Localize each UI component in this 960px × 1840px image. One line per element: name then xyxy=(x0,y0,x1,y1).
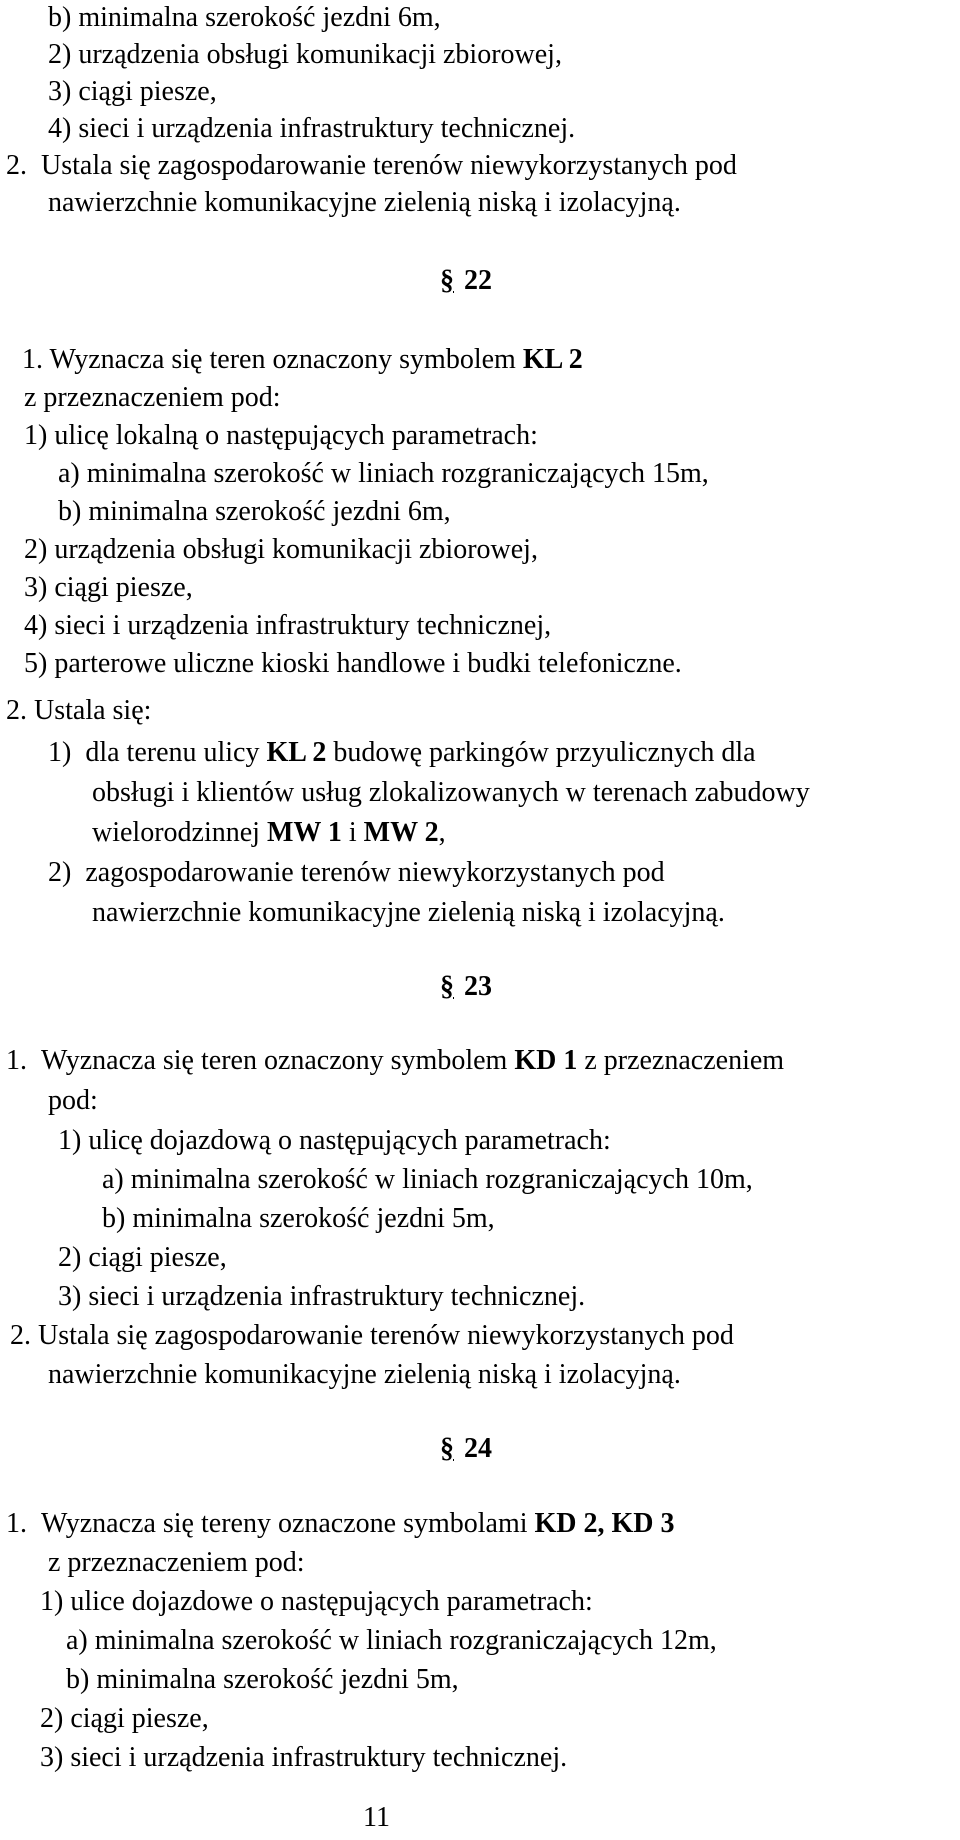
item-number: 5) xyxy=(24,648,48,679)
item-text: sieci i urządzenia infrastruktury technicznej. xyxy=(88,1281,586,1312)
paragraph-continuation xyxy=(24,380,281,416)
point-text: Wyznacza się tereny oznaczone symbolami xyxy=(41,1508,528,1539)
item-text: minimalna szerokość jezdni 5m, xyxy=(132,1203,495,1234)
item-text: minimalna szerokość w liniach rozgraniczających 10m, xyxy=(130,1164,753,1195)
item-text: parterowe uliczne kioski handlowe i budki telefoniczne. xyxy=(54,648,682,679)
item-number: b) xyxy=(66,1664,90,1695)
paragraph-point xyxy=(6,1506,675,1542)
item-text: ulicę lokalną o następujących parametrach: xyxy=(54,420,538,451)
section-number: 24 xyxy=(464,1433,492,1464)
item-number: b) xyxy=(102,1203,126,1234)
paragraph-point xyxy=(6,148,737,184)
point-text: Wyznacza się teren oznaczony symbolem xyxy=(41,1045,508,1076)
section-sign: § xyxy=(440,265,454,296)
zone-symbol: KL 2 xyxy=(522,344,583,375)
item-number: a) xyxy=(102,1164,124,1195)
section-heading xyxy=(440,969,492,1005)
item-number: 1) xyxy=(58,1125,82,1156)
paragraph-point xyxy=(10,1318,734,1354)
section-number: 22 xyxy=(464,265,492,296)
list-item xyxy=(58,456,709,492)
item-text: i xyxy=(348,817,357,848)
item-number: 2) xyxy=(48,39,72,70)
item-text: minimalna szerokość jezdni 6m, xyxy=(78,2,441,33)
point-text: Ustala się zagospodarowanie terenów niewykorzystanych pod xyxy=(38,1320,734,1351)
list-item xyxy=(24,608,551,644)
point-text: Wyznacza się teren oznaczony symbolem xyxy=(49,344,516,375)
point-number: 1. xyxy=(22,344,43,375)
zone-symbol: KL 2 xyxy=(266,737,327,768)
item-text: sieci i urządzenia infrastruktury technicznej, xyxy=(54,610,552,641)
item-text: minimalna szerokość jezdni 5m, xyxy=(96,1664,459,1695)
paragraph-continuation xyxy=(48,1545,305,1581)
item-text: , xyxy=(438,817,446,848)
item-text: nawierzchnie komunikacyjne zielenią niską i izolacyjną. xyxy=(92,897,725,928)
list-item xyxy=(102,1162,753,1198)
list-item xyxy=(58,1279,585,1315)
paragraph-continuation xyxy=(48,1083,98,1119)
list-item xyxy=(24,570,193,606)
item-text: minimalna szerokość w liniach rozgraniczających 12m, xyxy=(94,1625,717,1656)
item-number: 3) xyxy=(48,76,72,107)
item-text: ciągi piesze, xyxy=(88,1242,227,1273)
item-text: ulice dojazdowe o następujących parametrach: xyxy=(70,1586,593,1617)
zone-symbol: MW 2 xyxy=(363,817,439,848)
item-number: 1) xyxy=(40,1586,64,1617)
zone-symbol: KD 1 xyxy=(514,1045,578,1076)
list-item xyxy=(48,855,665,891)
paragraph-continuation xyxy=(48,185,681,221)
item-text: sieci i urządzenia infrastruktury technicznej. xyxy=(78,113,576,144)
item-number: 2) xyxy=(24,534,48,565)
section-sign: § xyxy=(440,971,454,1002)
list-item xyxy=(40,1740,567,1776)
paragraph-continuation xyxy=(48,1357,681,1393)
item-number: b) xyxy=(58,496,82,527)
item-text: urządzenia obsługi komunikacji zbiorowej, xyxy=(78,39,562,70)
list-item xyxy=(24,646,682,682)
item-text: ciągi piesze, xyxy=(78,76,217,107)
list-item xyxy=(48,37,562,73)
point-text: nawierzchnie komunikacyjne zielenią niską i izolacyjną. xyxy=(48,1359,681,1390)
item-number: 3) xyxy=(58,1281,82,1312)
point-text: z przeznaczeniem pod: xyxy=(24,382,281,413)
section-heading xyxy=(440,263,492,299)
item-number: 2) xyxy=(58,1242,82,1273)
zone-symbol: KD 2, KD 3 xyxy=(534,1508,675,1539)
list-item xyxy=(66,1623,717,1659)
section-number: 23 xyxy=(464,971,492,1002)
item-text: obsługi i klientów usług zlokalizowanych w terenach zabudowy xyxy=(92,777,810,808)
point-text: z przeznaczeniem xyxy=(584,1045,785,1076)
item-number: 1) xyxy=(48,737,72,768)
item-text: urządzenia obsługi komunikacji zbiorowej, xyxy=(54,534,538,565)
list-item xyxy=(40,1701,209,1737)
item-number: 3) xyxy=(40,1742,64,1773)
point-text: z przeznaczeniem pod: xyxy=(48,1547,305,1578)
paragraph-point xyxy=(22,342,583,378)
list-item xyxy=(58,494,451,530)
point-text: Ustala się: xyxy=(34,695,152,726)
list-item xyxy=(102,1201,495,1237)
item-text: zagospodarowanie terenów niewykorzystanych pod xyxy=(85,857,665,888)
item-text: budowę parkingów przyulicznych dla xyxy=(333,737,756,768)
list-item xyxy=(58,1123,611,1159)
item-number: 4) xyxy=(48,113,72,144)
item-number: 1) xyxy=(24,420,48,451)
item-number: a) xyxy=(58,458,80,489)
list-item xyxy=(48,74,217,110)
point-number: 1. xyxy=(6,1045,27,1076)
item-number: 2) xyxy=(40,1703,64,1734)
list-item xyxy=(58,1240,227,1276)
point-number: 2. xyxy=(6,150,27,181)
paragraph-point xyxy=(6,693,151,729)
item-text: ciągi piesze, xyxy=(54,572,193,603)
point-number: 2. xyxy=(6,695,27,726)
list-item xyxy=(48,111,575,147)
list-item xyxy=(24,418,538,454)
item-text: minimalna szerokość jezdni 6m, xyxy=(88,496,451,527)
section-heading xyxy=(440,1431,492,1467)
point-text: pod: xyxy=(48,1085,98,1116)
section-sign: § xyxy=(440,1433,454,1464)
list-item xyxy=(48,0,441,36)
item-number: b) xyxy=(48,2,72,33)
item-text: ulicę dojazdową o następujących parametrach: xyxy=(88,1125,611,1156)
list-item xyxy=(40,1584,593,1620)
item-text: wielorodzinnej xyxy=(92,817,260,848)
page-number: 11 xyxy=(363,1802,390,1833)
list-item xyxy=(24,532,538,568)
list-item xyxy=(66,1662,459,1698)
item-text: dla terenu ulicy xyxy=(85,737,260,768)
item-number: 4) xyxy=(24,610,48,641)
item-number: 2) xyxy=(48,857,72,888)
point-number: 2. xyxy=(10,1320,31,1351)
list-item-continuation xyxy=(92,775,810,811)
item-text: minimalna szerokość w liniach rozgraniczających 15m, xyxy=(86,458,709,489)
point-text: nawierzchnie komunikacyjne zielenią niską i izolacyjną. xyxy=(48,187,681,218)
list-item-continuation xyxy=(92,895,725,931)
point-text: Ustala się zagospodarowanie terenów niewykorzystanych pod xyxy=(41,150,737,181)
point-number: 1. xyxy=(6,1508,27,1539)
zone-symbol: MW 1 xyxy=(266,817,342,848)
item-number: a) xyxy=(66,1625,88,1656)
item-text: sieci i urządzenia infrastruktury technicznej. xyxy=(70,1742,568,1773)
item-number: 3) xyxy=(24,572,48,603)
paragraph-point xyxy=(6,1043,784,1079)
item-text: ciągi piesze, xyxy=(70,1703,209,1734)
list-item xyxy=(48,735,756,771)
list-item-continuation xyxy=(92,815,446,851)
